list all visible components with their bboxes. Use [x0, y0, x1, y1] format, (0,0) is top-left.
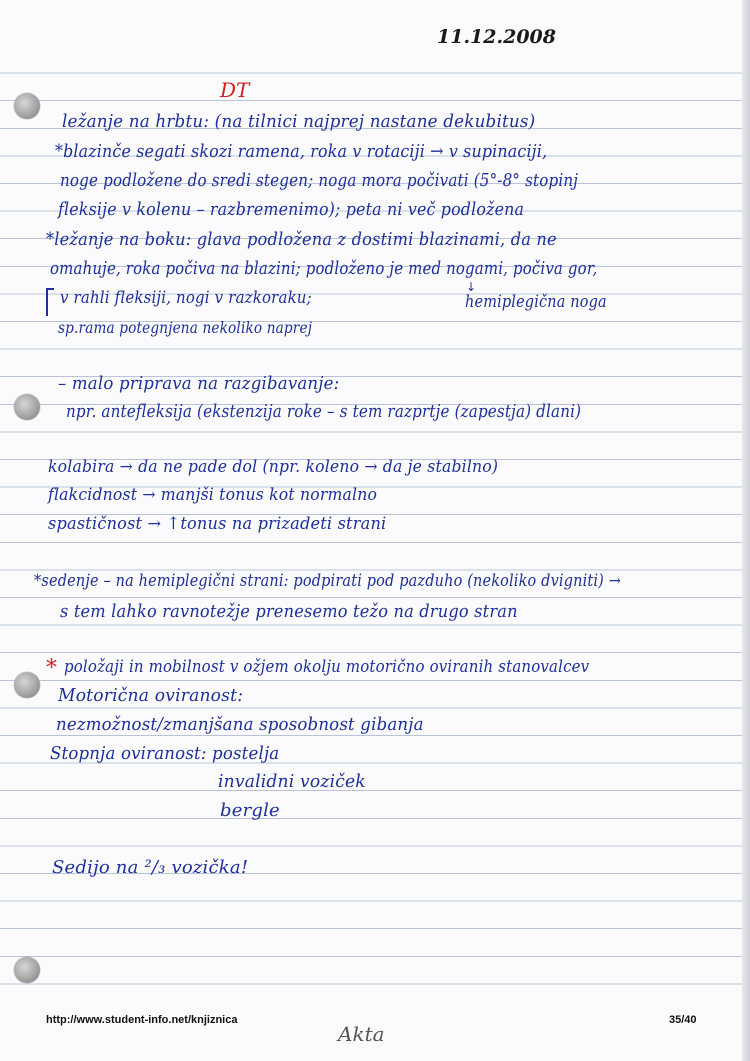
note-line: s tem lahko ravnotežje prenesemo težo na drugo stran	[60, 601, 518, 622]
note-line: Motorična oviranost:	[58, 685, 244, 706]
bracket-mark	[46, 288, 54, 316]
note-line: kolabira → da ne pade dol (npr. koleno → da je stabilno)	[48, 457, 499, 477]
note-line: omahuje, roka počiva na blazini; podloženo je med nogami, počiva gor,	[50, 258, 598, 279]
note-line: npr. antefleksija (ekstenzija roke – s tem razprtje (zapestja) dlani)	[66, 401, 582, 422]
note-line: položaji in mobilnost v ožjem okolju motorično oviranih stanovalcev	[64, 657, 590, 677]
note-date: 11.12.2008	[437, 26, 556, 48]
red-asterisk: *	[46, 656, 58, 681]
note-line: Sedijo na ²/₃ vozička!	[52, 857, 249, 878]
page-top-margin	[0, 0, 750, 60]
note-line: – malo priprava na razgibavanje:	[58, 373, 340, 394]
note-line: noge podložene do sredi stegen; noga mora počivati (5°-8° stopinj	[60, 170, 579, 191]
note-line: invalidni voziček	[218, 771, 366, 792]
punch-hole	[14, 957, 40, 983]
note-line: nezmožnost/zmanjšana sposobnost gibanja	[56, 714, 424, 735]
brand-logo: Akta	[338, 1022, 385, 1046]
note-line: flakcidnost → manjši tonus kot normalno	[48, 485, 378, 505]
note-line: bergle	[220, 800, 280, 821]
punch-hole	[14, 394, 40, 420]
note-line: Stopnja oviranost: postelja	[50, 743, 280, 764]
note-line: sp.rama potegnjena nekoliko naprej	[58, 318, 313, 337]
page-number: 35/40	[669, 1014, 697, 1026]
note-line: *sedenje – na hemiplegični strani: podpirati pod pazduho (nekoliko dvigniti) →	[34, 571, 622, 591]
page-edge	[742, 0, 750, 1061]
red-mark: DT	[220, 78, 250, 102]
note-line: spastičnost → ↑tonus na prizadeti strani	[48, 514, 387, 534]
note-line: hemiplegična noga	[465, 292, 607, 312]
down-arrow-icon: ↓	[466, 280, 477, 294]
note-line: *blazinče segati skozi ramena, roka v rotaciji → v supinaciji,	[55, 141, 548, 162]
note-line: ležanje na hrbtu: (na tilnici najprej nastane dekubitus)	[62, 111, 536, 132]
footer-url: http://www.student-info.net/knjiznica	[46, 1014, 238, 1026]
punch-hole	[14, 93, 40, 119]
note-line: v rahli fleksiji, nogi v razkoraku;	[60, 288, 312, 308]
note-line: *ležanje na boku: glava podložena z dostimi blazinami, da ne	[46, 229, 557, 250]
punch-hole	[14, 672, 40, 698]
note-line: fleksije v kolenu – razbremenimo); peta ni več podložena	[58, 199, 525, 220]
